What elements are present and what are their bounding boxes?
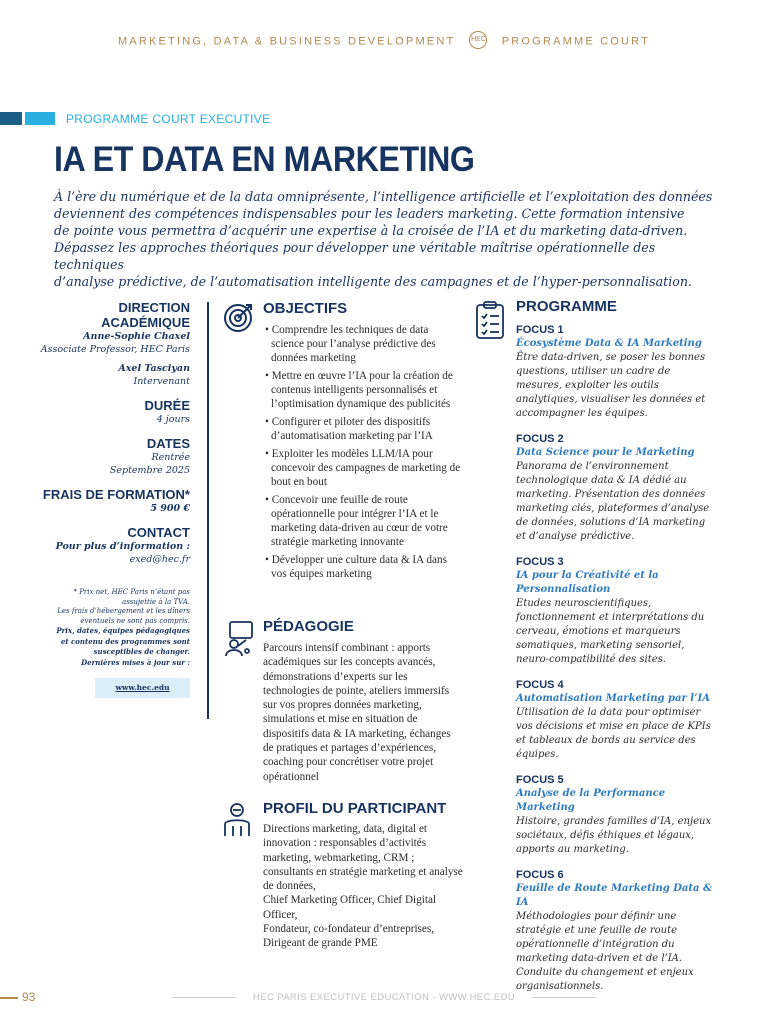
contact-heading: CONTACT (127, 525, 190, 540)
dates-value: Rentrée (151, 452, 190, 463)
list-item: • Développer une culture data & IA dans vos équipes marketing (263, 553, 463, 581)
objectifs-list (263, 323, 463, 581)
contact-email[interactable]: exed@hec.fr (129, 554, 190, 565)
focus-label: FOCUS 5 (516, 774, 564, 786)
intro-line: deviennent des compétences indispensables pour les leaders marketing. Cette formation intensive (54, 206, 685, 221)
list-item: • Concevoir une feuille de route opérationnelle pour intégrer l’IA et le marketing data-driven au cœur de votre stratégie marketing innovante (263, 493, 463, 549)
focus-block (516, 869, 716, 994)
profil-heading: PROFIL DU PARTICIPANT (263, 800, 447, 817)
sidebar-divider (207, 302, 209, 719)
focus-text: Panorama de l’environnement technologique data & IA dédié au marketing. Présentation des données marketing clés, plateformes d’analyse de données, solutions d’IA marketing et d’analyse prédictive. (516, 461, 710, 542)
intro-paragraph (54, 188, 714, 290)
focus-text: Utilisation de la data pour optimiser vos décisions et mise en place de KPIs et tableaux de bords au service des équipes. (516, 707, 711, 760)
focus-block (516, 556, 716, 667)
focus-text: Histoire, grandes familles d’IA, enjeux sociétaux, défis éthiques et légaux, apports au marketing. (516, 816, 712, 855)
note-line: * Prix net, HEC Paris n’étant pas (73, 588, 190, 596)
pedagogie-text: Parcours intensif combinant : apports académiques sur les concepts avancés, démonstrations d’experts sur les technologies de pointe, ateliers immersifs sur vos propres données marketing, simulations et mise en situation de dispositifs data & IA marketing, échanges de pratiques et partages d’expériences, coaching pour concrétiser votre projet opérationnel (263, 642, 451, 783)
pedagogie-section (263, 618, 463, 784)
pedagogie-heading: PÉDAGOGIE (263, 618, 354, 635)
note-line: susceptibles de changer. (93, 647, 190, 656)
fees-value: 5 900 € (150, 503, 190, 514)
focus-title: Analyse de la Performance Marketing (516, 788, 666, 813)
speaker-role: Intervenant (133, 376, 190, 387)
header-section-label: MARKETING, DATA & BUSINESS DEVELOPMENT (117, 35, 456, 48)
accent-block-dark (0, 112, 22, 125)
note-line: éventuels ne sont pas compris. (80, 616, 190, 625)
header-programme-label: PROGRAMME COURT (501, 35, 651, 48)
duration-value: 4 jours (156, 414, 190, 425)
focus-block (516, 679, 716, 762)
list-item: • Configurer et piloter des dispositifs d’automatisation marketing par l’IA (263, 415, 463, 443)
teacher-board-icon (224, 620, 256, 662)
profil-section (263, 800, 463, 951)
focus-title: Écosystème Data & IA Marketing (516, 338, 702, 349)
direction-heading-2: ACADÉMIQUE (101, 315, 190, 330)
focus-title: Feuille de Route Marketing Data & IA (516, 883, 713, 908)
kicker: PROGRAMME COURT EXECUTIVE (66, 112, 271, 126)
intro-line: À l’ère du numérique et de la data omniprésente, l’intelligence artificielle et l’exploitation des données (54, 189, 713, 204)
website-link[interactable]: www.hec.edu (95, 678, 190, 698)
dates-value: Septembre 2025 (109, 465, 190, 476)
note-line: Dernières mises à jour sur : (81, 657, 190, 667)
clipboard-checklist-icon (474, 300, 506, 344)
direction-heading: DIRECTION (118, 300, 190, 315)
note-line: Les frais d’hébergement et les dîners (57, 607, 190, 615)
focus-text: Méthodologies pour définir une stratégie et une feuille de route opérationnelle d’intégration du marketing data-driven et de l’IA. Conduite du changement et enjeux organisationnels. (516, 911, 694, 992)
focus-text: Etudes neuroscientifiques, fonctionnement et interprétations du cerveau, émotions et marqueurs somatiques, marketing sensoriel, neuro-compatibilité des sites. (516, 598, 705, 665)
intro-line: de pointe vous permettra d’acquérir une expertise à la croisée de l’IA et du marketing data-driven. (54, 223, 688, 238)
page-title: IA ET DATA EN MARKETING (54, 140, 475, 179)
profil-line: Chief Marketing Officer, Chief Digital Officer, (263, 894, 437, 921)
focus-text: Être data-driven, se poser les bonnes questions, utiliser un cadre de mesures, exploiter les outils analytiques, visualiser les données et accompagner les équipes. (516, 352, 706, 419)
objectifs-section (263, 300, 463, 585)
page-number: 93 (22, 990, 36, 1004)
footer-text: HEC PARIS EXECUTIVE EDUCATION - WWW.HEC.EDU (252, 992, 516, 1003)
programme-heading: PROGRAMME (516, 298, 617, 315)
intro-line: d’analyse prédictive, de l’automatisation intelligente des campagnes et de l’hyper-personnalisation. (54, 274, 692, 289)
focus-title: IA pour la Créativité et la Personnalisation (516, 570, 659, 595)
participant-person-icon (222, 802, 252, 842)
dates-heading: DATES (146, 436, 190, 451)
focus-block (516, 774, 716, 857)
profil-line: Fondateur, co-fondateur d’entreprises, Dirigeant de grande PME (263, 923, 435, 950)
focus-title: Data Science pour le Marketing (516, 447, 695, 458)
duration-heading: DURÉE (144, 398, 190, 413)
programme-section (516, 298, 716, 994)
focus-label: FOCUS 3 (516, 556, 564, 568)
info-sidebar (30, 300, 190, 698)
accent-block-light (25, 112, 55, 125)
fees-heading: FRAIS DE FORMATION* (42, 487, 190, 502)
focus-label: FOCUS 1 (516, 324, 564, 336)
focus-label: FOCUS 4 (516, 679, 564, 691)
focus-label: FOCUS 2 (516, 433, 564, 445)
list-item: • Comprendre les techniques de data science pour l’analyse prédictive des données marketing (263, 323, 463, 365)
contact-label: Pour plus d’information : (55, 541, 190, 552)
list-item: • Mettre en œuvre l’IA pour la création de contenus intelligents personnalisés et l’optimisation dynamique des publicités (263, 369, 463, 411)
focus-label: FOCUS 6 (516, 869, 564, 881)
list-item: • Exploiter les modèles LLM/IA pour concevoir des campagnes de marketing de bout en bout (263, 447, 463, 489)
price-note (30, 588, 190, 668)
note-line: assujettie à la TVA. (122, 597, 190, 606)
focus-block (516, 433, 716, 544)
speaker-name: Axel Tasciyan (118, 363, 190, 374)
note-line: et contenu des programmes sont (60, 636, 190, 646)
target-icon (222, 300, 256, 338)
note-line: Prix, dates, équipes pédagogiques (56, 626, 190, 635)
objectifs-heading: OBJECTIFS (263, 300, 348, 317)
focus-title: Automatisation Marketing par l’IA (516, 693, 710, 704)
profil-line: Directions marketing, data, digital et innovation : responsables d’activités marketing, webmarketing, CRM ; consultants en stratégie marketing et analyse de données, (263, 823, 463, 893)
director-role: Associate Professor, HEC Paris (40, 344, 190, 355)
focus-block (516, 324, 716, 421)
director-name: Anne-Sophie Chaxel (83, 331, 190, 342)
running-header (0, 34, 768, 49)
hec-seal-icon: HEC (469, 31, 487, 49)
intro-line: Dépassez les approches théoriques pour développer une véritable maîtrise opérationnelle des techniques (54, 240, 656, 272)
